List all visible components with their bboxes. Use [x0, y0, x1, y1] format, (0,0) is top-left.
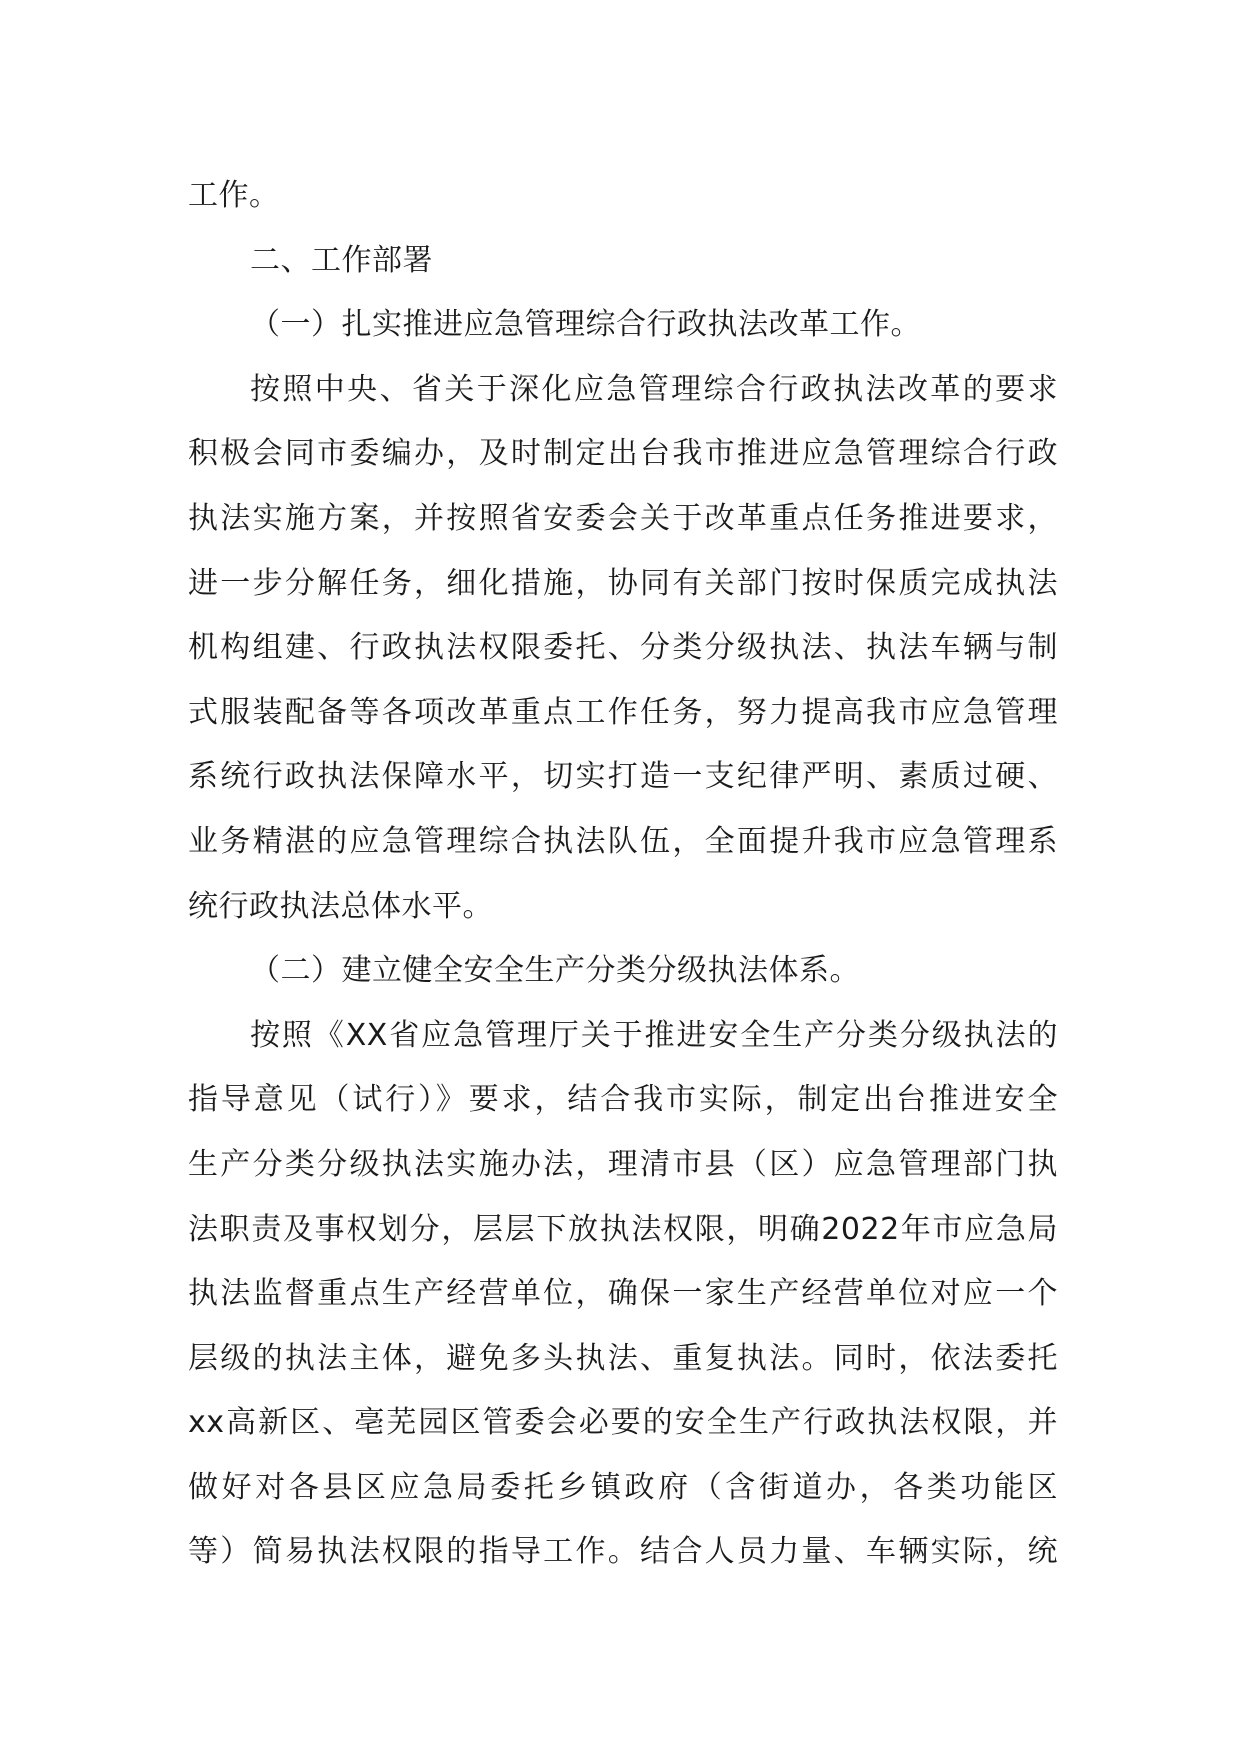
- text-line: xx高新区、亳芜园区管委会必要的安全生产行政执法权限，并: [188, 1405, 1058, 1441]
- section-heading: 二、工作部署: [250, 242, 433, 278]
- text-line: 业务精湛的应急管理综合执法队伍，全面提升我市应急管理系: [188, 823, 1058, 859]
- text-line: 指导意见（试行）》要求，结合我市实际，制定出台推进安全: [188, 1082, 1058, 1118]
- text-line: 等）简易执法权限的指导工作。结合人员力量、车辆实际，统: [188, 1534, 1058, 1570]
- subsection-heading: （一）扎实推进应急管理综合行政执法改革工作。: [250, 307, 921, 343]
- text-line: 执法监督重点生产经营单位，确保一家生产经营单位对应一个: [188, 1276, 1058, 1312]
- text-line: 层级的执法主体，避免多头执法、重复执法。同时，依法委托: [188, 1340, 1058, 1376]
- text-line: 执法实施方案，并按照省安委会关于改革重点任务推进要求，: [188, 500, 1058, 536]
- text-line: 机构组建、行政执法权限委托、分类分级执法、执法车辆与制: [188, 630, 1058, 666]
- text-line: 按照中央、省关于深化应急管理综合行政执法改革的要求: [250, 371, 1058, 407]
- text-line: 系统行政执法保障水平，切实打造一支纪律严明、素质过硬、: [188, 759, 1058, 795]
- text-line: 工作。: [188, 178, 280, 213]
- text-line: 统行政执法总体水平。: [188, 888, 493, 924]
- text-line: 进一步分解任务，细化措施，协同有关部门按时保质完成执法: [188, 565, 1058, 601]
- text-line: 积极会同市委编办，及时制定出台我市推进应急管理综合行政: [188, 436, 1058, 472]
- text-line: 做好对各县区应急局委托乡镇政府（含街道办，各类功能区: [188, 1469, 1058, 1505]
- text-line: 式服装配备等各项改革重点工作任务，努力提高我市应急管理: [188, 694, 1058, 730]
- document-body: [188, 164, 1058, 1585]
- text-line: 生产分类分级执法实施办法，理清市县（区）应急管理部门执: [188, 1146, 1058, 1182]
- text-line: 按照《XX省应急管理厅关于推进安全生产分类分级执法的: [250, 1017, 1058, 1053]
- text-line: 法职责及事权划分，层层下放执法权限，明确2022年市应急局: [188, 1211, 1058, 1247]
- subsection-heading: （二）建立健全安全生产分类分级执法体系。: [250, 953, 860, 989]
